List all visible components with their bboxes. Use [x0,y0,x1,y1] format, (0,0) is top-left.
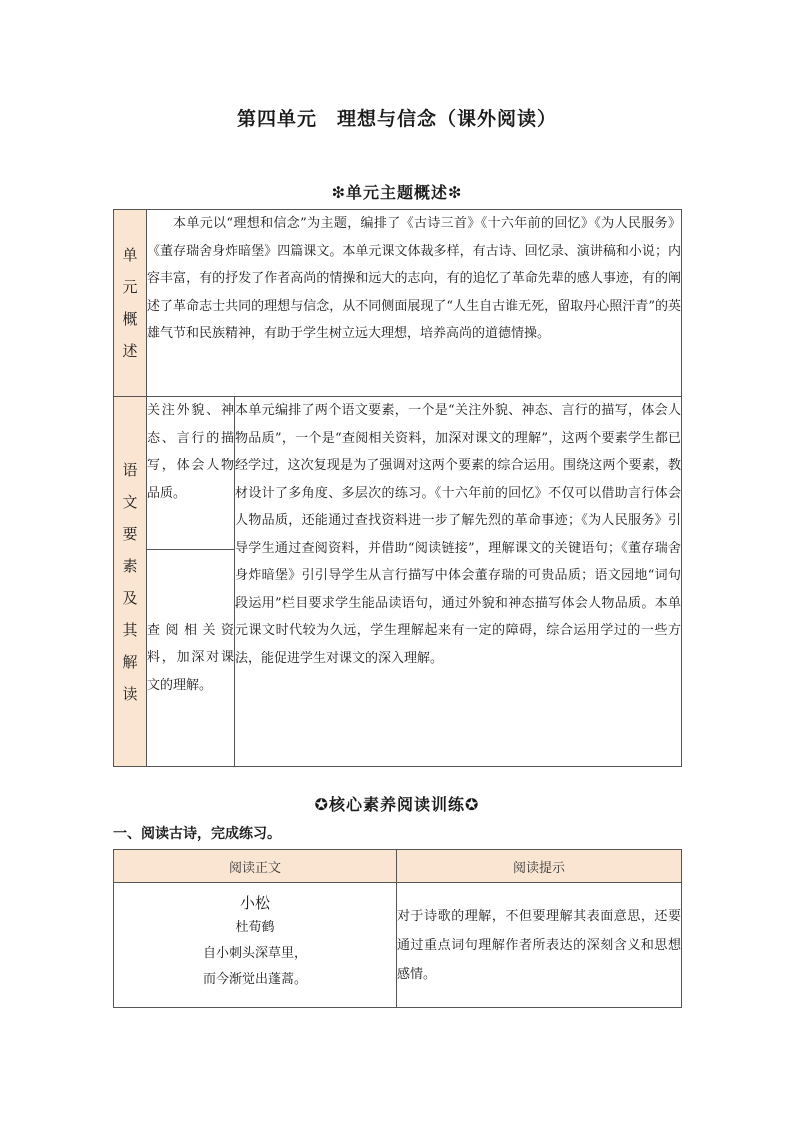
page-title: 第四单元 理想与信念（课外阅读） [236,108,557,130]
element-item-2: 查阅相关资料，加深对课文的理解。 [147,550,235,767]
poem-author: 杜荀鹤 [235,920,275,935]
elements-label-text: 语文要素及其解读 [122,460,138,703]
overview-row [114,210,682,397]
poem-line-2: 而今渐觉出蓬蒿。 [202,972,307,987]
training-heading: ✪核心素养阅读训练✪ [314,795,480,814]
reading-table [113,849,682,1008]
reading-hint: 对于诗歌的理解，不但要理解其表面意思，还要通过重点词句理解作者所表达的深刻含义和思想感情。 [397,883,682,1008]
unit-overview-table [113,209,682,767]
elements-text: 本单元编排了两个语文要素，一个是“关注外貌、神态、言行的描写，体会人物品质”，一个是“查阅相关资料，加深对课文的理解”，这两个要素学生都已经学过，这次复现是为了强调对这两个要素的综合运用。围绕这两个要素，教材设计了多角度、多层次的练习。《十六年前的回忆》不仅可以借助言行体会人物品质，还能通过查找资料进一步了解先烈的革命事迹；《为人民服务》引导学生通过查阅资料，并借助“阅读链接”，理解课文的关键语句；《董存瑞舍身炸暗堡》引引导学生从言行描写中体会董存瑞的可贵品质；语文园地“词句段运用”栏目要求学生能品读语句，通过外貌和神态描写体会人物品质。本单元课文时代较为久远，学生理解起来有一定的障碍，综合运用学过的一些方法，能促进学生对课文的深入理解。 [235,397,682,767]
exercise-title: 一、阅读古诗，完成练习。 [113,826,281,842]
overview-heading: ❇单元主题概述❇ [331,183,463,202]
overview-label-text: 单元概述 [122,246,138,360]
element-item-1: 关注外貌、神态、言行的描写，体会人物品质。 [147,397,235,550]
overview-text: 本单元以“理想和信念”为主题，编排了《古诗三首》《十六年前的回忆》《为人民服务》《董存瑞舍身炸暗堡》四篇课文。本单元课文体裁多样，有古诗、回忆录、演讲稿和小说；内容丰富，有的抒发了作者高尚的情操和远大的志向，有的追忆了革命先辈的感人事迹，有的阐述了革命志士共同的理想与信念，从不同侧面展现了“人生自古谁无死，留取丹心照汗青”的英雄气节和民族精神，有助于学生树立远大理想，培养高尚的道德情操。 [147,210,682,397]
reading-header-row [114,850,682,883]
overview-label [114,210,147,397]
elements-label [114,397,147,767]
poem-line-1: 自小刺头深草里， [202,946,307,961]
poem-title: 小松 [239,894,270,912]
reading-body-row [114,883,682,1008]
elements-row-1 [114,397,682,550]
col-header-hint: 阅读提示 [397,850,682,883]
col-header-text: 阅读正文 [114,850,397,883]
poem-cell [114,883,397,1008]
